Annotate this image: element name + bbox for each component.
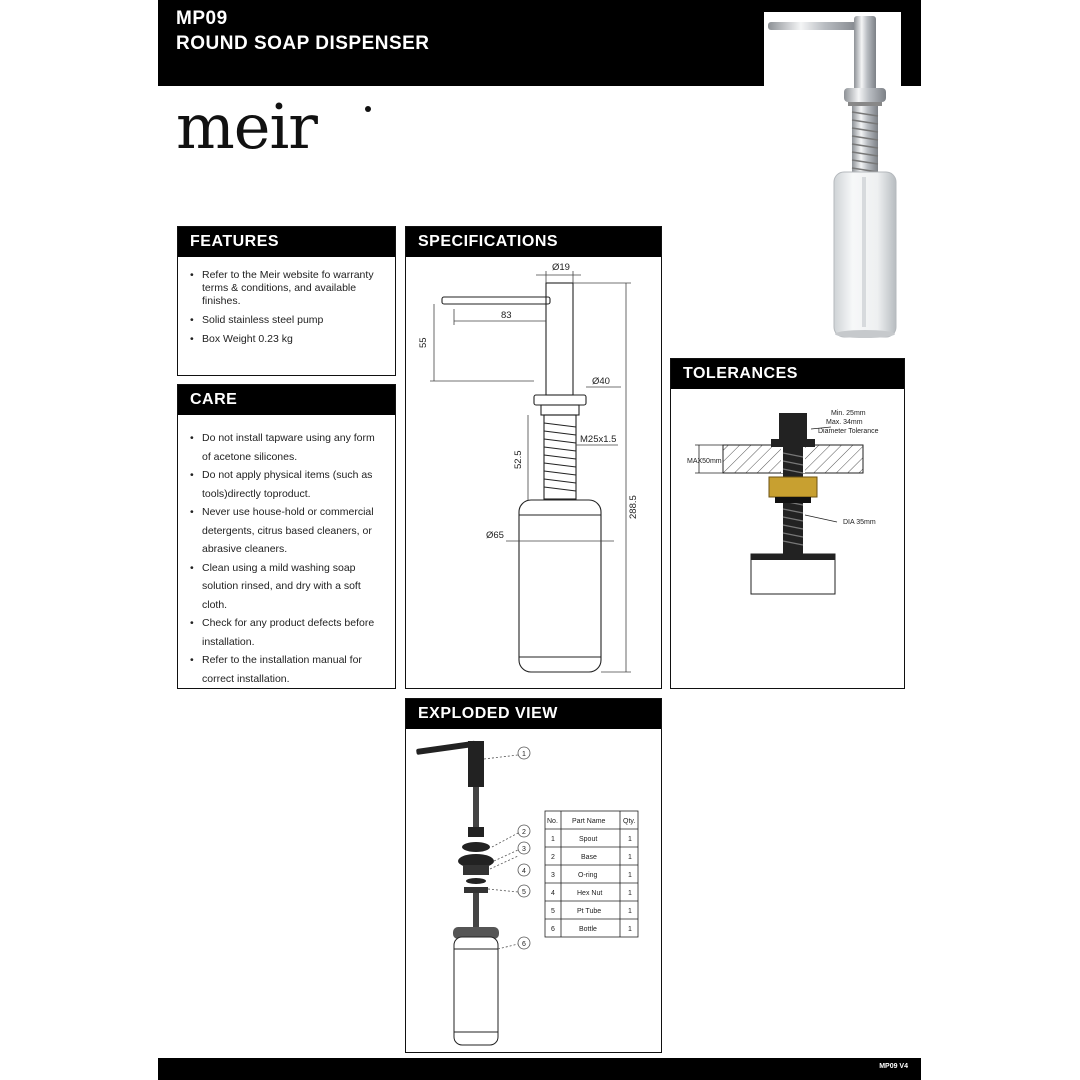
care-item: • Refer to the installation manual for correct installation. <box>188 651 384 688</box>
features-list <box>188 269 384 352</box>
table-cell: 2 <box>551 854 555 861</box>
logo-dot <box>365 106 371 112</box>
table-cell: Bottle <box>579 926 597 933</box>
table-cell: 1 <box>628 908 632 915</box>
callout-1: 1 <box>522 751 526 758</box>
table-cell: O-ring <box>578 872 598 879</box>
tolerance-note-min: Min. 25mm <box>831 410 866 417</box>
dim-total-height: 288.5 <box>628 495 639 519</box>
exploded-drawing <box>406 729 661 1051</box>
tolerances-heading: TOLERANCES <box>671 359 904 389</box>
table-cell: 1 <box>628 890 632 897</box>
product-hero-image <box>764 12 914 342</box>
tolerance-drawing <box>671 389 904 689</box>
table-cell: 1 <box>628 836 632 843</box>
table-cell: Base <box>581 854 597 861</box>
dim-top-diameter: Ø19 <box>552 262 570 273</box>
table-cell: Pt Tube <box>577 908 602 915</box>
tolerance-note-diameter: Diameter Tolerance <box>818 428 879 435</box>
care-heading: CARE <box>178 385 395 415</box>
callout-4: 4 <box>522 868 526 875</box>
table-cell: 1 <box>628 854 632 861</box>
callout-5: 5 <box>522 889 526 896</box>
table-header-no: No. <box>547 818 558 825</box>
specifications-heading: SPECIFICATIONS <box>406 227 661 257</box>
care-item: • Do not apply physical items (such as tools)directly toproduct. <box>188 466 384 503</box>
footer-bar <box>158 1058 921 1080</box>
table-header-part: Part Name <box>572 818 606 825</box>
care-item: • Do not install tapware using any form of acetone silicones. <box>188 429 384 466</box>
document-version: MP09 V4 <box>879 1063 908 1070</box>
care-item: • Never use house-hold or commercial detergents, citrus based cleaners, or abrasive cleaners. <box>188 503 384 559</box>
table-cell: 4 <box>551 890 555 897</box>
dim-base-diameter: Ø40 <box>592 376 610 387</box>
care-item: • Check for any product defects before installation. <box>188 614 384 651</box>
table-cell: 1 <box>628 872 632 879</box>
dim-thread-length: 52.5 <box>513 450 524 469</box>
dim-bottle-diameter: Ø65 <box>486 530 504 541</box>
specification-drawing <box>406 257 661 687</box>
features-item: • Solid stainless steel pump <box>188 314 384 327</box>
table-cell: 1 <box>628 926 632 933</box>
tolerance-note-max: Max. 34mm <box>826 419 863 426</box>
features-heading: FEATURES <box>178 227 395 257</box>
table-cell: 1 <box>551 836 555 843</box>
table-cell: 5 <box>551 908 555 915</box>
features-item: • Refer to the Meir website fo warranty terms & conditions, and available finishes. <box>188 269 384 308</box>
care-item: • Clean using a mild washing soap solution rinsed, and dry with a soft cloth. <box>188 559 384 615</box>
tolerances-panel <box>670 358 905 689</box>
table-cell: 3 <box>551 872 555 879</box>
tolerance-dia: DIA 35mm <box>843 519 876 526</box>
care-list <box>188 429 384 688</box>
dim-height-55: 55 <box>418 337 429 348</box>
exploded-view-heading: EXPLODED VIEW <box>406 699 661 729</box>
features-item: • Box Weight 0.23 kg <box>188 333 384 346</box>
table-header-qty: Qty. <box>623 818 636 825</box>
dim-thread: M25x1.5 <box>580 434 617 445</box>
exploded-view-panel <box>405 698 662 1053</box>
features-panel <box>177 226 396 376</box>
tolerance-thickness: MAX50mm <box>687 458 722 465</box>
brand-logo: meir <box>176 90 317 163</box>
care-panel <box>177 384 396 689</box>
callout-3: 3 <box>522 846 526 853</box>
product-code: MP09 <box>176 8 228 29</box>
table-cell: 6 <box>551 926 555 933</box>
table-cell: Spout <box>579 836 598 843</box>
table-cell: Hex Nut <box>577 890 603 897</box>
product-title: ROUND SOAP DISPENSER <box>176 33 430 54</box>
callout-2: 2 <box>522 829 526 836</box>
specifications-panel <box>405 226 662 689</box>
dim-spout-length: 83 <box>501 310 512 321</box>
callout-6: 6 <box>522 941 526 948</box>
